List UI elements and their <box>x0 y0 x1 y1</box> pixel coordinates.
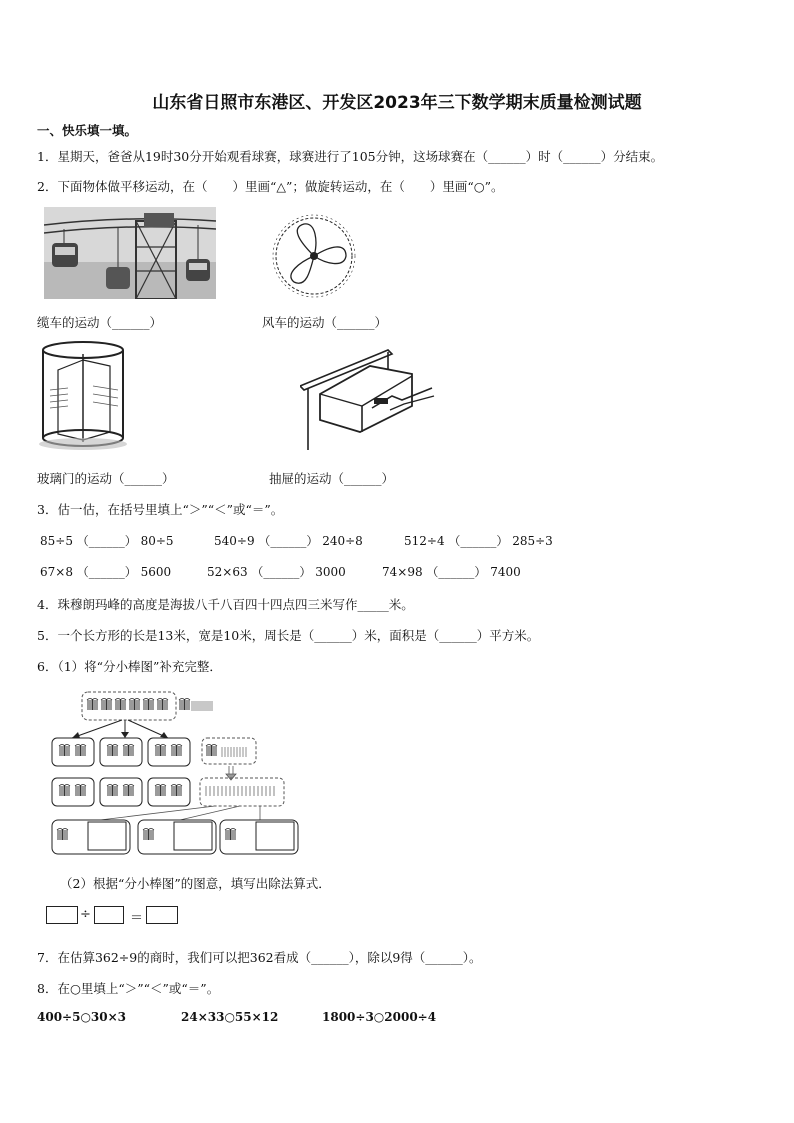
caption-drawer: 抽屉的运动（______） <box>269 471 395 486</box>
section-heading: 一、快乐填一填。 <box>37 123 138 138</box>
q3-expr: 52×63 （______） 3000 <box>207 565 346 579</box>
caption-glass-door: 玻璃门的运动（______） <box>37 471 175 486</box>
question-6-part-2: （2）根据“分小棒图”的图意，填写出除法算式． <box>60 876 331 891</box>
q8-expr: 400÷5○30×3 <box>37 1010 127 1024</box>
q8-expr: 24×33○55×12 <box>181 1010 279 1024</box>
question-7: 7．在估算362÷9的商时，我们可以把362看成（______），除以9得（______）。 <box>37 950 482 965</box>
q8-expr: 1800÷3○2000÷4 <box>322 1010 437 1024</box>
question-1: 1．星期天，爸爸从19时30分开始观看球赛，球赛进行了105分钟，这场球赛在（______）时（______）分结束。 <box>37 149 664 164</box>
equals-sign: ＝ <box>130 911 144 926</box>
q3-expr: 540÷9 （______） 240÷8 <box>214 534 363 548</box>
q3-expr: 512÷4 （______） 285÷3 <box>404 534 553 548</box>
caption-fan: 风车的运动（______） <box>262 315 388 330</box>
cable-car-image <box>44 207 216 299</box>
question-4: 4．珠穆朗玛峰的高度是海拔八千八百四十四点四三米写作_____米。 <box>37 597 414 612</box>
stick-division-diagram <box>50 690 300 860</box>
drawer-image <box>300 346 436 450</box>
question-2: 2．下面物体做平移运动，在（ ）里画“△”；做旋转运动，在（ ）里画“○”。 <box>37 179 504 194</box>
dividend-box[interactable] <box>46 906 78 924</box>
page-title: 山东省日照市东港区、开发区2023年三下数学期末质量检测试题 <box>152 93 642 113</box>
question-8: 8．在○里填上“＞”“＜”或“＝”。 <box>37 981 220 996</box>
q3-expr: 74×98 （______） 7400 <box>382 565 521 579</box>
question-6-part-1: 6．（1）将“分小棒图”补充完整． <box>37 659 222 674</box>
q3-expr: 85÷5 （______） 80÷5 <box>40 534 174 548</box>
divisor-box[interactable] <box>94 906 124 924</box>
question-3: 3．估一估，在括号里填上“＞”“＜”或“＝”。 <box>37 502 284 517</box>
glass-door-image <box>38 340 128 450</box>
fan-image <box>270 212 360 300</box>
caption-cable-car: 缆车的运动（______） <box>37 315 163 330</box>
q3-expr: 67×8 （______） 5600 <box>40 565 172 579</box>
quotient-box[interactable] <box>146 906 178 924</box>
question-5: 5．一个长方形的长是13米，宽是10米，周长是（______）米，面积是（______）平方米。 <box>37 628 540 643</box>
divide-sign: ÷ <box>80 907 91 922</box>
